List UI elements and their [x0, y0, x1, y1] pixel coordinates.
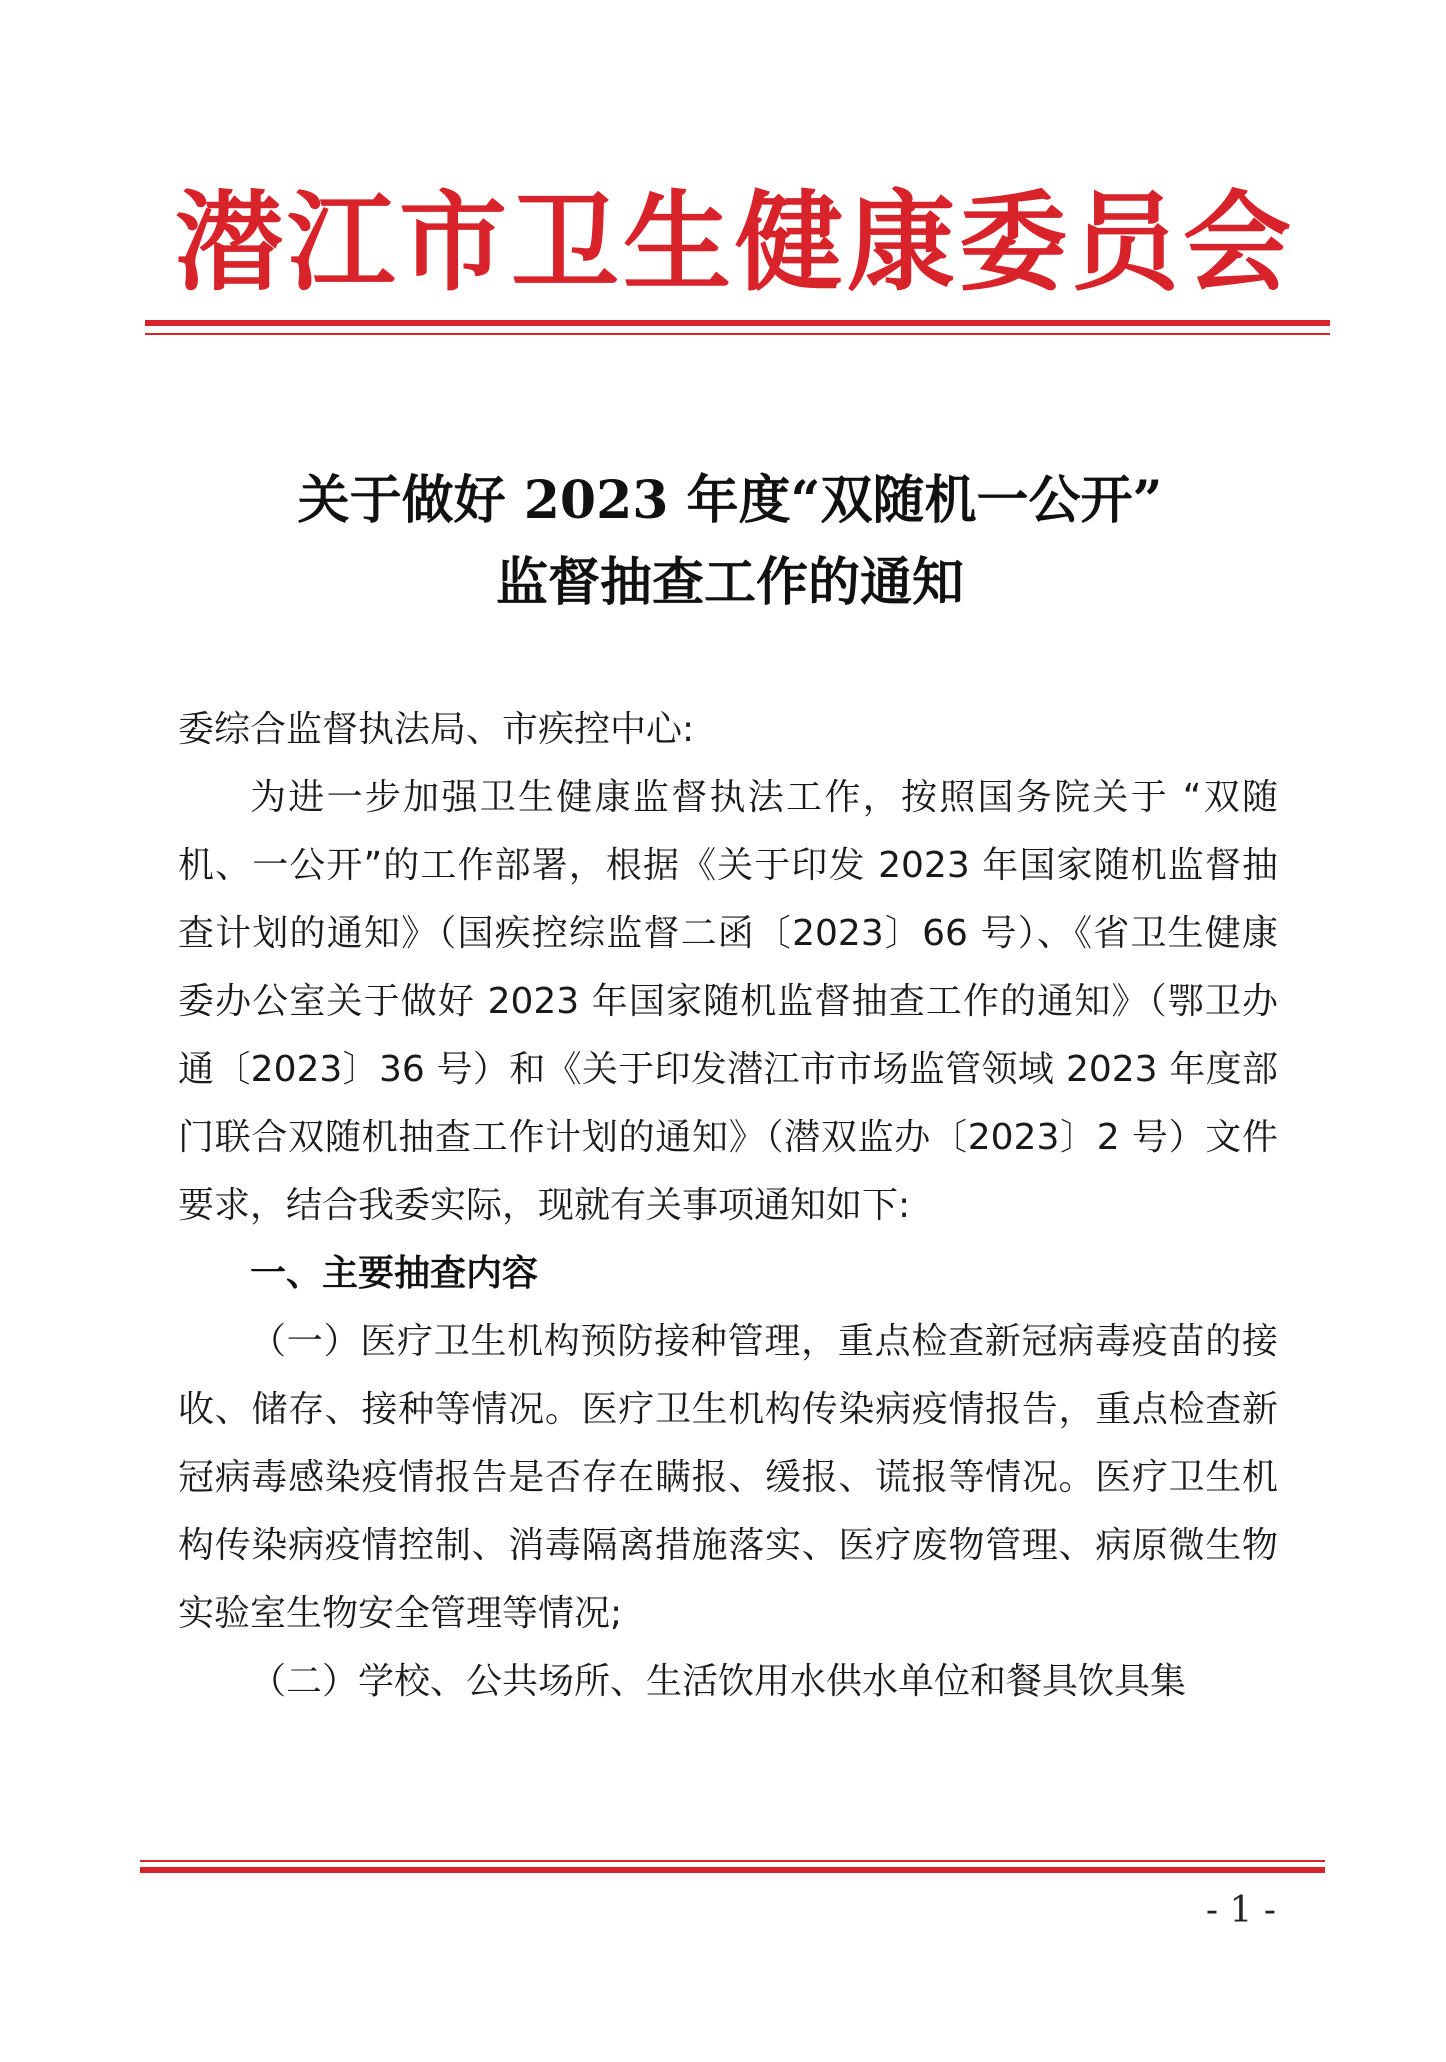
- letterhead-org-name: 潜江市卫生健康委员会: [175, 180, 1296, 306]
- letterhead-red-rule-thin: [145, 333, 1330, 335]
- item-2-paragraph: （二）学校、公共场所、生活饮用水供水单位和餐具饮具集: [250, 1661, 1187, 1702]
- document-title-line-2: 监督抽查工作的通知: [495, 552, 964, 613]
- letterhead-red-rule-thick: [145, 320, 1330, 326]
- footer-red-rule-thick: [140, 1867, 1325, 1873]
- item-1-paragraph: （一）医疗卫生机构预防接种管理，重点检查新冠病毒疫苗的接收、储存、接种等情况。医疗卫生机构传染病疫情报告，重点检查新冠病毒感染疫情报告是否存在瞒报、缓报、谎报等情况。医疗卫生机构传染病疫情控制、消毒隔离措施落实、医疗废物管理、病原微生物实验室生物安全管理等情况;: [178, 1321, 1278, 1634]
- footer-red-rule-thin: [140, 1860, 1325, 1862]
- document-body: [178, 696, 1278, 1716]
- document-title-line-1: 关于做好 2023 年度“双随机一公开”: [297, 470, 1163, 531]
- section-heading-1: 一、主要抽查内容: [250, 1253, 539, 1294]
- document-title: [150, 460, 1310, 624]
- addressee-line: 委综合监督执法局、市疾控中心:: [178, 709, 695, 750]
- page-number: - 1 -: [1205, 1890, 1276, 1931]
- intro-paragraph: 为进一步加强卫生健康监督执法工作，按照国务院关于 “双随机、一公开”的工作部署，根据《关于印发 2023 年国家随机监督抽查计划的通知》（国疾控综监督二函〔2023〕66 号）、《省卫生健康委办公室关于做好 2023 年国家随机监督抽查工作的通知》（鄂卫办通〔2023〕36 号）和《关于印发潜江市市场监管领域 2023 年度部门联合双随机抽查工作计划的通知》（潜双监办〔2023〕2 号）文件要求，结合我委实际，现就有关事项通知如下:: [178, 777, 1278, 1226]
